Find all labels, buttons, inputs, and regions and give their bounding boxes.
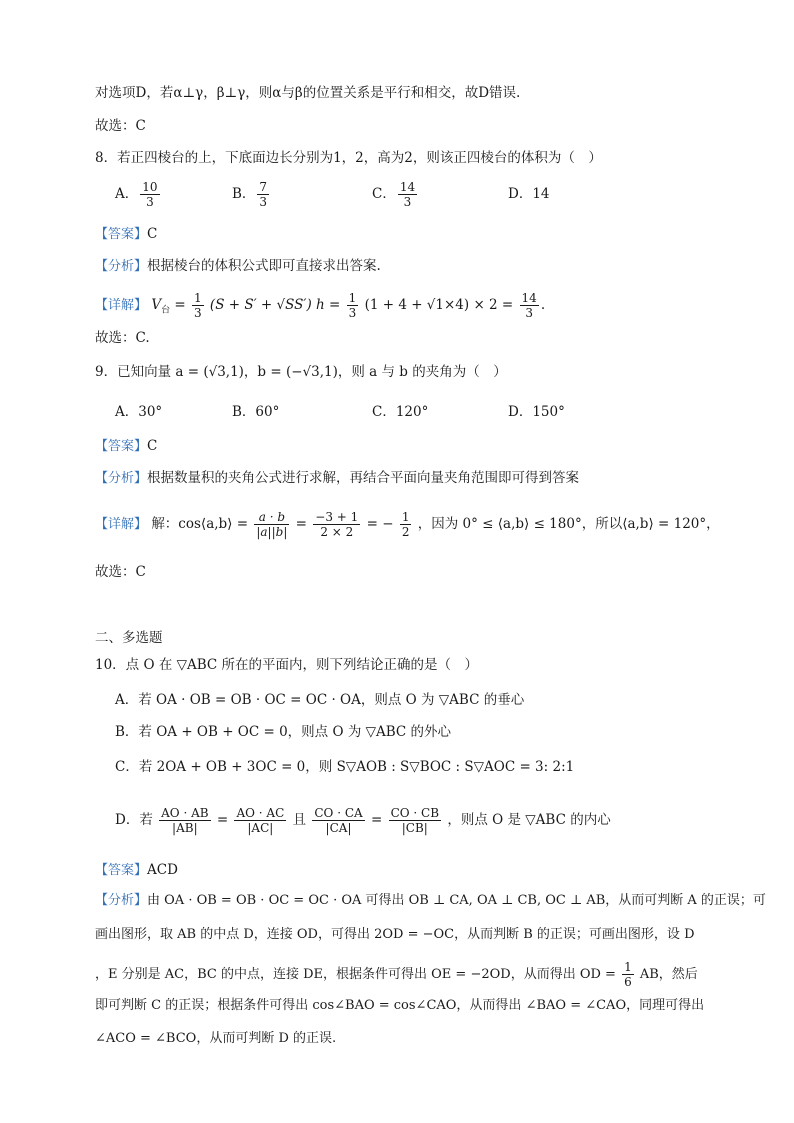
q9-choose: 故选：C (95, 564, 146, 580)
q9-option-b: B．60° (232, 404, 280, 420)
q9-analysis: 【分析】根据数量积的夹角公式进行求解，再结合平面向量夹角范围即可得到答案 (95, 470, 580, 486)
q8-stem: 8．若正四棱台的上，下底面边长分别为1，2，高为2，则该正四棱台的体积为（ ） (95, 150, 602, 166)
q10-analysis-3: ，E 分别是 AC，BC 的中点，连接 DE，根据条件可得出 OE = −2OD，从而得出 OD = $\frac{1}{6}$ AB，然后 (95, 960, 698, 989)
q10-analysis-2: 画出图形，取 AB 的中点 D，连接 OD，可得出 2OD = −OC，从而判断 B 的正误；可画出图形，设 D (95, 927, 695, 942)
q10-option-b: B．若 OA + OB + OC = 0，则点 O 为 ▽ABC 的外心 (115, 724, 452, 740)
option-d-explanation: 对选项D，若α⊥γ，β⊥γ，则α与β的位置关系是平行和相交，故D错误. (95, 85, 521, 101)
q9-option-d: D．150° (508, 404, 565, 420)
q10-option-d: D．若 $\frac{AO \cdot AB}{|AB|}$ = $\frac{AO \cdot AC}{|AC|}$ 且 $\frac{CO \cdot CA}{|CA|}$ = $\frac{CO \cdot CB}{|CB|}$ ，则点 O 是 ▽ABC 的内心 (115, 806, 611, 835)
q8-analysis: 【分析】根据棱台的体积公式即可直接求出答案. (95, 258, 381, 274)
q10-analysis-1: 【分析】由 OA · OB = OB · OC = OC · OA 可得出 OB ⊥ CA, OA ⊥ CB, OC ⊥ AB，从而可判断 A 的正误；可 (95, 893, 766, 908)
q10-option-a: A．若 OA · OB = OB · OC = OC · OA，则点 O 为 ▽ABC 的垂心 (115, 692, 525, 708)
q8-option-a: A． $\frac{10}{3}$ (115, 180, 158, 209)
q9-option-a: A．30° (115, 404, 163, 420)
q10-stem: 10．点 O 在 ▽ABC 所在的平面内，则下列结论正确的是（ ） (95, 657, 479, 673)
q10-option-c: C．若 2OA + OB + 3OC = 0，则 S▽AOB : S▽BOC : S▽AOC = 3: 2:1 (115, 759, 575, 775)
analysis-tag: 【分析】 (95, 893, 148, 908)
answer-tag: 【答案】 (95, 439, 148, 454)
detail-tag: 【详解】 (95, 517, 148, 532)
answer-tag: 【答案】 (95, 227, 148, 242)
q10-analysis-4: 即可判断 C 的正误；根据条件可得出 cos∠BAO = cos∠CAO，从而得出 ∠BAO = ∠CAO，同理可得出 (95, 998, 705, 1013)
q10-answer: 【答案】ACD (95, 862, 178, 878)
answer-tag: 【答案】 (95, 863, 148, 878)
detail-tag: 【详解】 (95, 298, 148, 313)
q8-option-c: C． $\frac{14}{3}$ (372, 180, 416, 209)
choose-line: 故选：C (95, 118, 146, 134)
q9-detail: 【详解】 解：cos⟨a,b⟩ = $\frac{a \cdot b}{|a||b|}$ = $\frac{-3 + 1}{2 \times 2}$ = − $\frac{1}{2}$ ，因为 0° ≤ ⟨a,b⟩ ≤ 180°，所以⟨a,b⟩ = 120°， (95, 510, 720, 539)
q8-detail: 【详解】 $V_台$ = $\frac{1}{3}$ (S + S′ + √SS′) h = $\frac{1}{3}$ (1 + 4 + √1×4) × 2 = $\frac{14}{3}$ . (95, 291, 546, 320)
q8-choose: 故选：C. (95, 330, 150, 346)
q8-option-b: B． $\frac{7}{3}$ (232, 180, 268, 209)
q9-option-c: C．120° (372, 404, 429, 420)
section-heading: 二、多选题 (95, 630, 163, 646)
q8-answer: 【答案】C (95, 226, 158, 242)
q8-option-d: D．14 (508, 186, 550, 202)
q10-analysis-5: ∠ACO = ∠BCO，从而可判断 D 的正误. (95, 1031, 337, 1046)
q9-answer: 【答案】C (95, 438, 158, 454)
analysis-tag: 【分析】 (95, 259, 148, 274)
q9-stem: 9．已知向量 a = (√3,1)，b = (−√3,1)，则 a 与 b 的夹角为（ ） (95, 364, 507, 380)
analysis-tag: 【分析】 (95, 471, 148, 486)
